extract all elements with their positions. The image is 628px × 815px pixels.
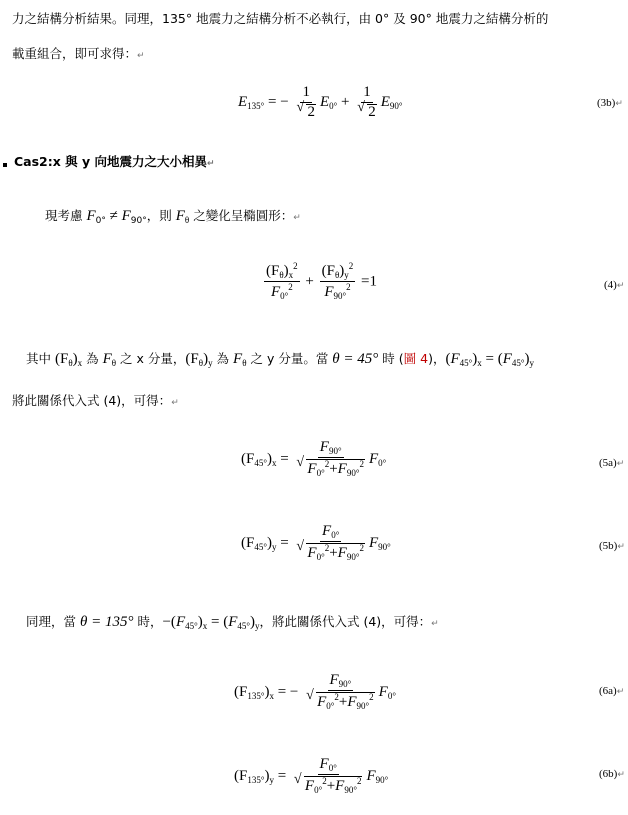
- symbol: F: [502, 351, 512, 367]
- paragraph-line: [12, 44, 145, 62]
- subscript: 0°: [331, 530, 340, 540]
- symbol: F: [337, 461, 347, 478]
- math-inline: $-(F_{45^\circ})_x = (F_{45^\circ})_y$: [162, 614, 260, 631]
- paragraph-text: 其中: [26, 351, 55, 366]
- subscript: 90°: [389, 101, 403, 112]
- operator: +: [305, 273, 314, 290]
- equation-5b: [241, 524, 391, 563]
- paragraph-text: 將此關係代入式 (4)，可得：: [12, 393, 172, 408]
- subscript: 0°: [387, 690, 396, 701]
- paragraph-mark: ↵: [615, 99, 623, 109]
- symbol: F: [175, 208, 185, 224]
- paragraph-mark: ↵: [617, 770, 625, 780]
- paragraph-text: 為: [82, 351, 103, 366]
- subscript: 135°: [247, 101, 265, 112]
- symbol: F: [322, 523, 332, 539]
- subscript: θ: [111, 358, 117, 368]
- symbol: F: [368, 534, 379, 551]
- symbol: F: [319, 439, 329, 455]
- numerator-open: (F: [321, 263, 335, 279]
- paragraph-text: )，: [428, 351, 446, 366]
- paragraph-line: [12, 9, 548, 27]
- equation-number: [599, 540, 625, 552]
- paragraph-line: [26, 612, 439, 631]
- paragraph-mark: ↵: [137, 51, 145, 61]
- fraction: [320, 262, 356, 302]
- superscript: 2: [288, 282, 293, 293]
- subscript: 0°: [378, 457, 387, 468]
- paragraph-text: 為: [212, 351, 234, 366]
- equation-4: [262, 262, 377, 302]
- subscript: θ: [184, 215, 190, 225]
- symbol: F: [317, 694, 327, 711]
- subscript: θ: [198, 358, 204, 368]
- symbol: F: [102, 351, 112, 367]
- paragraph-text: 現考慮: [45, 208, 87, 223]
- math-inline: θ = 135°: [79, 614, 134, 630]
- operator: +: [338, 694, 348, 711]
- list-bullet: [3, 163, 7, 167]
- paragraph-mark: ↵: [616, 281, 625, 291]
- paren: ): [264, 767, 270, 784]
- subscript: 45°: [459, 358, 473, 368]
- symbol: F: [228, 614, 238, 630]
- sqrt: [304, 776, 363, 795]
- operator: =: [280, 534, 289, 551]
- symbol: (F: [185, 351, 199, 367]
- operator: ≠: [105, 208, 122, 224]
- subscript: 90°: [346, 552, 360, 563]
- equation-number: [599, 768, 625, 780]
- superscript: 2: [293, 261, 298, 271]
- subscript: 135°: [247, 690, 265, 701]
- paragraph-text: 載重組合，即可求得：: [12, 46, 138, 61]
- subscript: y: [208, 358, 213, 368]
- paragraph-text: 同理，當: [26, 614, 80, 629]
- fraction: [292, 757, 365, 796]
- symbol: E: [238, 94, 248, 111]
- fraction: [294, 440, 367, 479]
- equation-number-text: (5b): [599, 540, 618, 552]
- subscript: 135°: [247, 774, 265, 785]
- symbol: F: [121, 208, 131, 224]
- symbol: F: [347, 694, 357, 711]
- sqrt: [306, 459, 365, 478]
- operator: =: [277, 767, 287, 784]
- operator: +: [329, 461, 338, 478]
- symbol: F: [86, 208, 96, 224]
- paragraph-text: 之 y 分量。當: [246, 351, 333, 366]
- operator: +: [340, 94, 350, 111]
- equation-number: [597, 97, 623, 109]
- symbol: (F: [241, 450, 255, 467]
- paragraph-mark: ↵: [171, 398, 179, 408]
- superscript: 2: [334, 692, 339, 703]
- superscript: 2: [322, 776, 327, 787]
- numerator-open: (F: [266, 263, 280, 279]
- subscript: 90°: [344, 785, 357, 796]
- symbol: F: [329, 672, 339, 688]
- subscript: 90°: [328, 446, 342, 456]
- subscript: 90°: [338, 679, 352, 689]
- numerator: 1: [361, 85, 373, 103]
- subscript: y: [344, 270, 349, 280]
- sqrt: √ 2: [367, 104, 377, 121]
- symbol: E: [319, 94, 330, 111]
- symbol: F: [270, 284, 281, 301]
- equation-number-text: (4): [604, 279, 617, 291]
- fraction: [355, 85, 379, 121]
- operator: =: [280, 450, 289, 467]
- equation-number-text: (6b): [599, 768, 618, 780]
- equation-3b: [238, 85, 402, 121]
- symbol: F: [368, 450, 379, 467]
- subscript: x: [77, 358, 83, 368]
- paragraph-mark: ↵: [617, 542, 625, 552]
- subscript: 0°: [328, 763, 337, 773]
- symbol: F: [175, 614, 186, 630]
- paren: ): [339, 263, 345, 279]
- paragraph-line: [45, 206, 301, 226]
- symbol: (F: [54, 351, 69, 367]
- equation-5a: [241, 440, 386, 479]
- subscript: 0°: [95, 216, 106, 226]
- symbol: F: [335, 778, 345, 795]
- paragraph-text: 之變化呈橢圓形：: [189, 208, 294, 223]
- subscript: 90°: [346, 468, 360, 479]
- subscript: 0°: [316, 552, 325, 563]
- paragraph-mark: ↵: [207, 159, 215, 169]
- superscript: 2: [324, 459, 330, 470]
- paragraph-text: 時 (: [378, 351, 404, 366]
- subscript: θ: [68, 358, 73, 368]
- equation-number: [604, 279, 624, 291]
- symbol: (F: [234, 767, 248, 784]
- paragraph-text: ，則: [146, 208, 176, 223]
- symbol: (F: [234, 683, 248, 700]
- paragraph-line: [26, 349, 534, 368]
- fraction: [264, 262, 300, 302]
- equation-6a: [234, 673, 396, 712]
- section-heading: [14, 152, 215, 170]
- subscript: 90°: [130, 216, 147, 226]
- subscript: 90°: [378, 541, 391, 552]
- paragraph-text: ，將此關係代入式 (4)，可得：: [259, 614, 432, 629]
- symbol: E: [380, 94, 390, 111]
- operator: +: [329, 545, 338, 562]
- math-inline: [185, 351, 212, 367]
- math-inline: θ = 45°: [332, 351, 379, 367]
- sqrt: [316, 692, 375, 711]
- subscript: 0°: [280, 291, 289, 302]
- symbol: F: [304, 778, 315, 795]
- subscript: 90°: [375, 774, 389, 785]
- subscript: 0°: [326, 701, 335, 712]
- superscript: 2: [359, 543, 364, 554]
- paren: ): [264, 683, 270, 700]
- symbol: F: [307, 545, 317, 562]
- paren: ): [283, 263, 289, 279]
- fraction: [294, 524, 367, 563]
- math-inline: $(F_{45^\circ})_x = (F_{45^\circ})_y$: [445, 351, 534, 368]
- equation-6b: [234, 757, 388, 796]
- subscript: 45°: [254, 457, 267, 468]
- paragraph-line: [12, 391, 179, 409]
- subscript: x: [288, 270, 294, 280]
- operator: = −: [268, 94, 289, 111]
- symbol: F: [366, 767, 376, 784]
- subscript: x: [477, 358, 482, 368]
- subscript: 0°: [316, 468, 325, 479]
- subscript: 0°: [329, 101, 338, 112]
- paren: ): [266, 450, 272, 467]
- operator: +: [326, 778, 336, 795]
- paren: ): [72, 351, 78, 367]
- numerator: 1: [300, 85, 312, 103]
- operator: =: [210, 614, 220, 630]
- paragraph-text: 力之結構分析結果。同理，135° 地震力之結構分析不必執行，由 0° 及 90° 地震力之結構分析的: [12, 11, 549, 26]
- subscript: y: [269, 774, 274, 785]
- operator: = −: [277, 683, 299, 700]
- fraction: [294, 85, 318, 121]
- paragraph-text: 之 x 分量，: [116, 351, 186, 366]
- subscript: θ: [242, 358, 247, 368]
- paragraph-text: 時，: [133, 614, 163, 629]
- superscript: 2: [348, 261, 354, 271]
- superscript: 2: [324, 543, 330, 554]
- superscript: 2: [369, 692, 374, 703]
- superscript: 2: [359, 459, 364, 470]
- equation-number: [599, 457, 624, 469]
- subscript: 0°: [314, 785, 323, 796]
- subscript: y: [271, 541, 277, 552]
- subscript: x: [271, 457, 277, 468]
- operator: =: [485, 351, 494, 367]
- subscript: θ: [334, 270, 340, 280]
- symbol: F: [337, 545, 347, 562]
- subscript: 45°: [254, 541, 267, 552]
- equation-number-text: (5a): [599, 457, 617, 469]
- symbol: (F: [241, 534, 255, 551]
- equation-number: [599, 685, 624, 697]
- subscript: 45°: [511, 358, 525, 368]
- subscript: 45°: [185, 621, 198, 631]
- subscript: y: [529, 358, 534, 368]
- figure-reference-link[interactable]: 圖 4: [403, 351, 429, 366]
- paren: ): [266, 534, 272, 551]
- symbol: F: [324, 284, 334, 301]
- paragraph-mark: ↵: [431, 619, 439, 629]
- fraction: [304, 673, 377, 712]
- symbol: F: [450, 351, 460, 367]
- superscript: 2: [346, 282, 351, 293]
- symbol: F: [307, 461, 317, 478]
- subscript: 90°: [333, 291, 347, 302]
- math-inline: [55, 351, 82, 367]
- sqrt: [306, 543, 365, 562]
- symbol: F: [233, 351, 243, 367]
- heading-text: Cas2:x 與 y 向地震力之大小相異: [14, 154, 208, 169]
- operator: =1: [361, 273, 377, 290]
- paren: ): [203, 351, 209, 367]
- symbol: F: [319, 756, 329, 772]
- paragraph-mark: ↵: [293, 213, 301, 223]
- sqrt: √ 2: [306, 104, 316, 121]
- subscript: x: [202, 621, 208, 631]
- subscript: 45°: [237, 621, 250, 631]
- subscript: y: [254, 621, 260, 631]
- paragraph-mark: ↵: [616, 687, 625, 697]
- symbol: F: [378, 683, 388, 700]
- subscript: 90°: [356, 701, 370, 712]
- equation-number-text: (3b): [597, 97, 616, 109]
- equation-number-text: (6a): [599, 685, 617, 697]
- paragraph-mark: ↵: [616, 459, 625, 469]
- subscript: x: [269, 690, 274, 701]
- subscript: θ: [279, 270, 284, 280]
- superscript: 2: [356, 776, 362, 787]
